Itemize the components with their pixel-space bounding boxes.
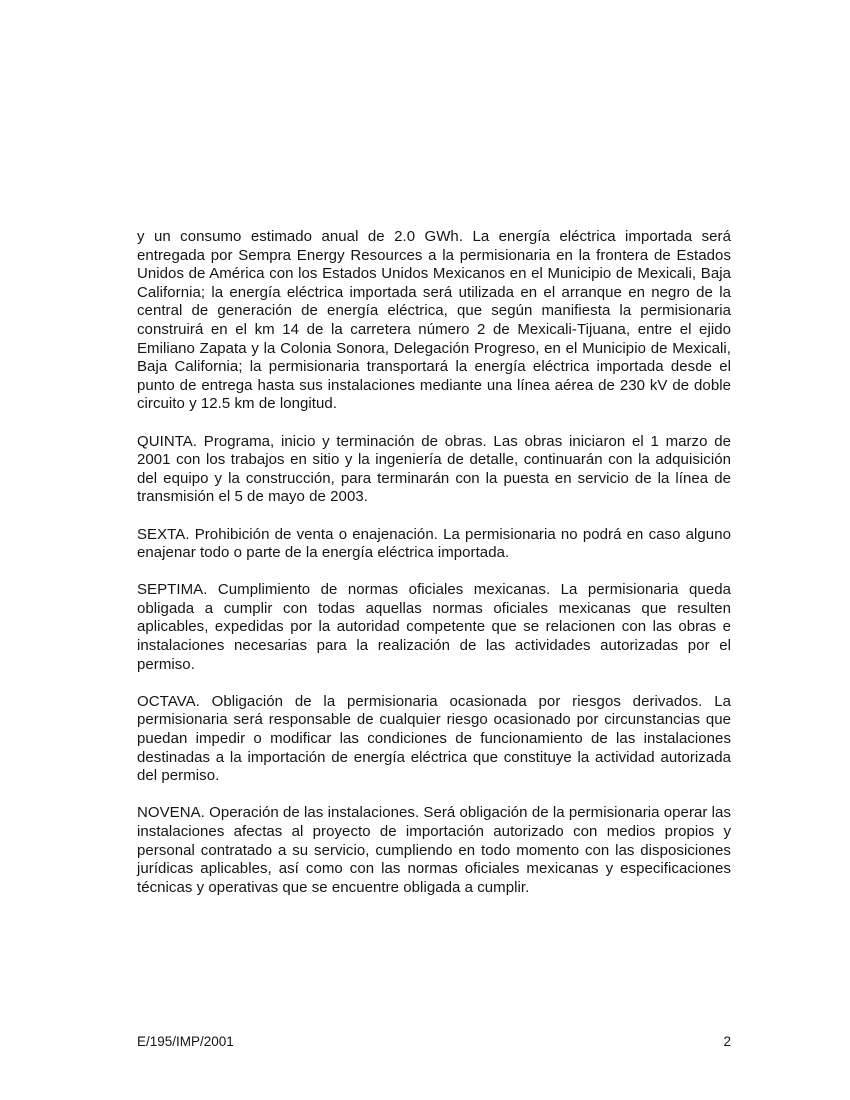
- paragraph-clause-novena: NOVENA. Operación de las instalaciones. Será obligación de la permisionaria operar las instalaciones afectas al proyecto de importación autorizado con medios propios y personal contratado a su servicio, cumpliendo en todo momento con las disposiciones jurídicas aplicables, así como con las normas oficiales mexicanas y especificaciones técnicas y operativas que se encuentre obligada a cumplir.: [137, 804, 731, 896]
- footer-document-reference: E/195/IMP/2001: [137, 1034, 234, 1049]
- paragraph-clause-sexta: SEXTA. Prohibición de venta o enajenación. La permisionaria no podrá en caso alguno enajenar todo o parte de la energía eléctrica importada.: [137, 525, 731, 562]
- paragraph-continuation-cuarta: y un consumo estimado anual de 2.0 GWh. La energía eléctrica importada será entregada por Sempra Energy Resources a la permisionaria en la frontera de Estados Unidos de América con los Estados Unidos Mexicanos en el Municipio de Mexicali, Baja California; la energía eléctrica importada será utilizada en el arranque en negro de la central de generación de energía eléctrica, que según manifiesta la permisionaria construirá en el km 14 de la carretera número 2 de Mexicali-Tijuana, entre el ejido Emiliano Zapata y la Colonia Sonora, Delegación Progreso, en el Municipio de Mexicali, Baja California; la permisionaria transportará la energía eléctrica importada desde el punto de entrega hasta sus instalaciones mediante una línea aérea de 230 kV de doble circuito y 12.5 km de longitud.: [137, 228, 731, 413]
- paragraph-clause-septima: SEPTIMA. Cumplimiento de normas oficiales mexicanas. La permisionaria queda obligada a cumplir con todas aquellas normas oficiales mexicanas que resulten aplicables, expedidas por la autoridad competente que se relacionen con las obras e instalaciones necesarias para la realización de las actividades autorizadas por el permiso.: [137, 581, 731, 673]
- paragraph-clause-quinta: QUINTA. Programa, inicio y terminación de obras. Las obras iniciaron el 1 marzo de 2001 con los trabajos en sitio y la ingeniería de detalle, continuarán con la adquisición del equipo y la construcción, para terminarán con la puesta en servicio de la línea de transmisión el 5 de mayo de 2003.: [137, 432, 731, 506]
- paragraph-clause-octava: OCTAVA. Obligación de la permisionaria ocasionada por riesgos derivados. La permisionaria será responsable de cualquier riesgo ocasionado por circunstancias que puedan impedir o modificar las condiciones de funcionamiento de las instalaciones destinadas a la importación de energía eléctrica que constituye la actividad autorizada del permiso.: [137, 692, 731, 785]
- page-footer: [137, 1034, 731, 1050]
- document-body: [137, 228, 731, 897]
- footer-page-number: 2: [723, 1034, 731, 1049]
